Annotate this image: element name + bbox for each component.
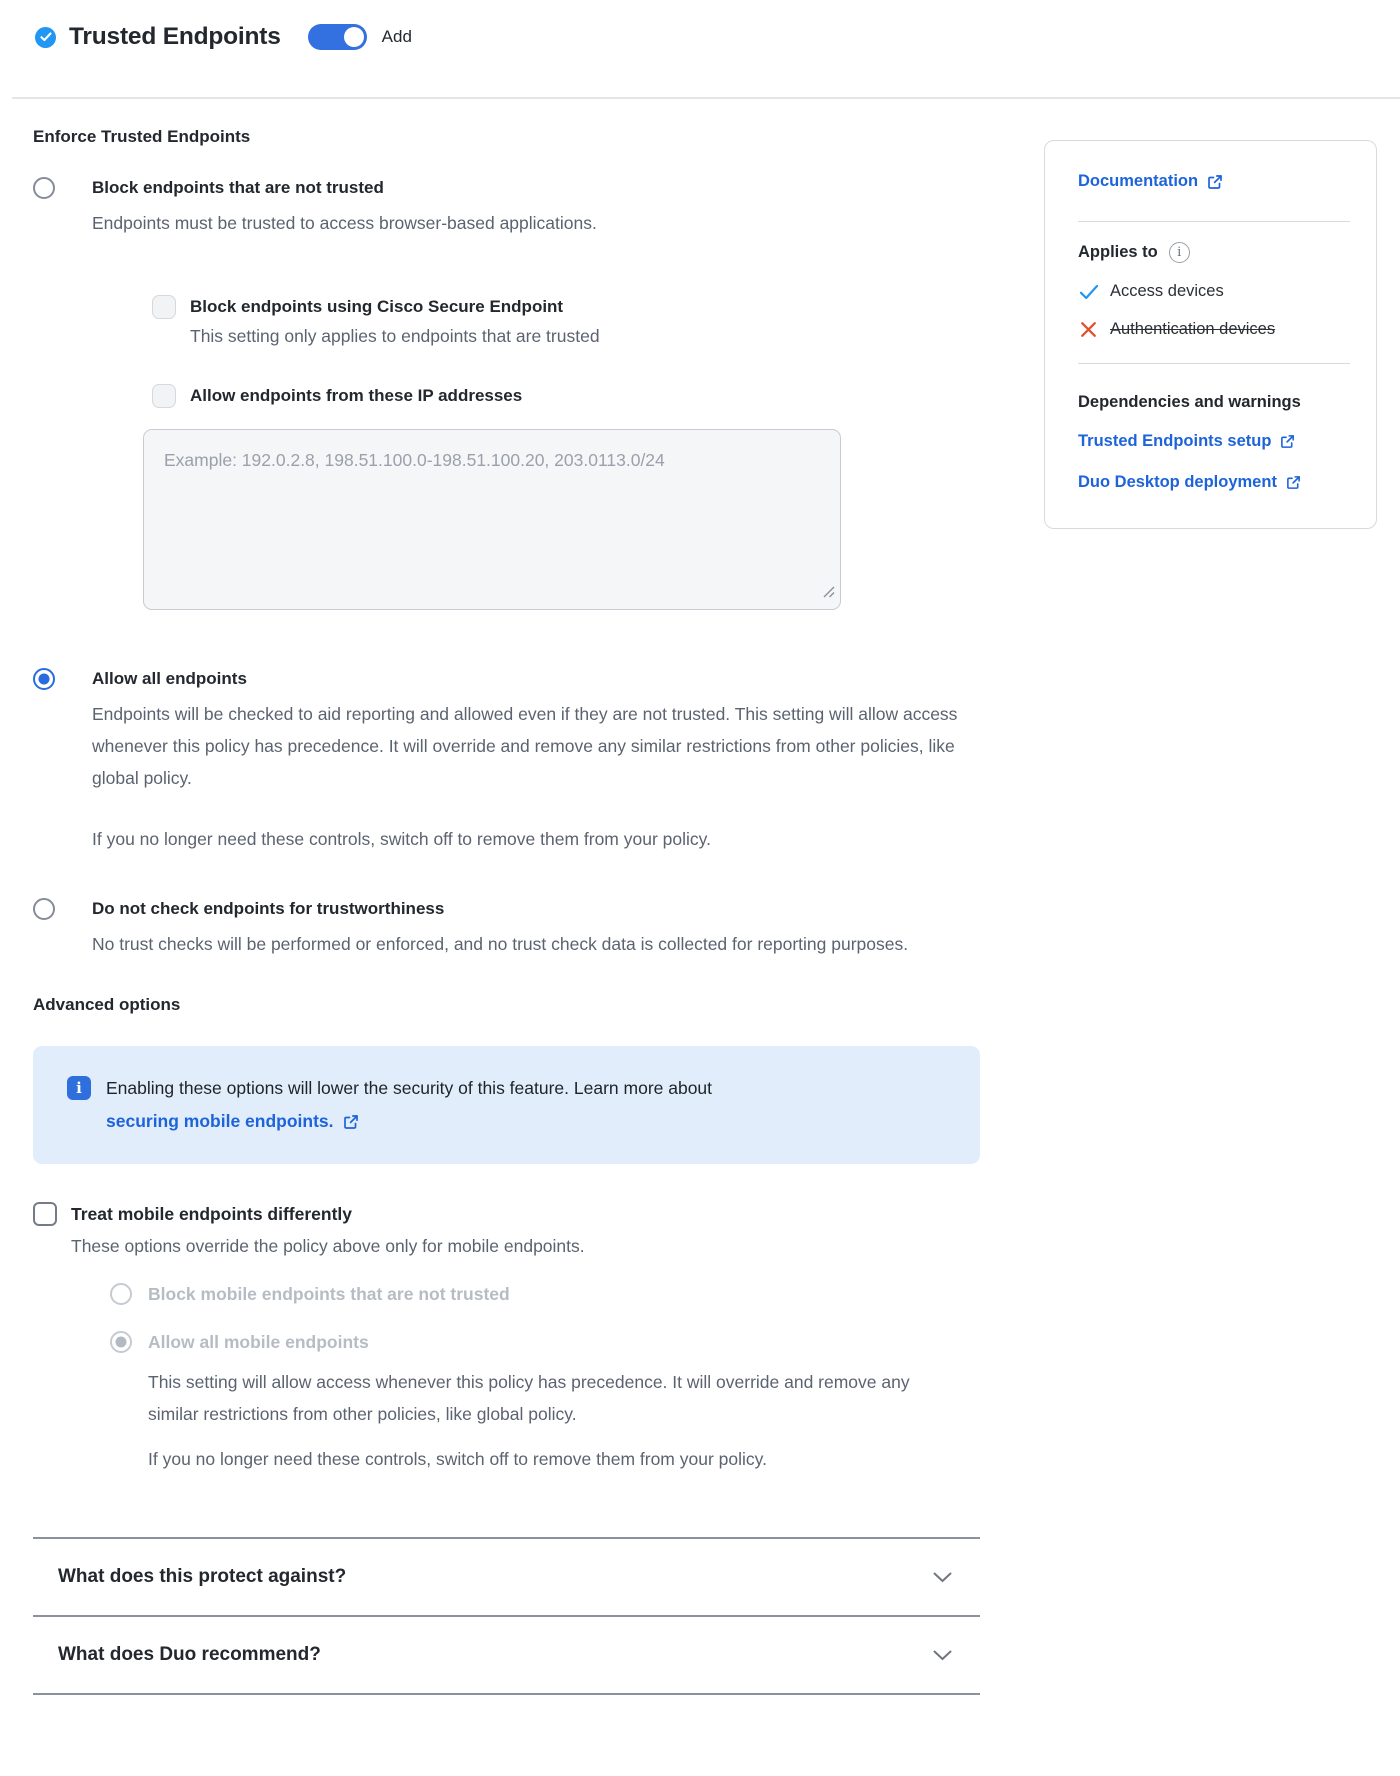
do-not-check-description: No trust checks will be performed or enforced, and no trust check data is collected for reporting purposes. xyxy=(92,934,909,954)
applies-to-access-devices: Access devices xyxy=(1078,282,1350,301)
accordion-what-does-duo-recommend[interactable]: What does Duo recommend? xyxy=(33,1615,980,1693)
toggle-knob xyxy=(344,27,364,47)
treat-mobile-differently-row xyxy=(33,1202,980,1475)
applies-to-authentication-devices: Authentication devices xyxy=(1078,320,1350,339)
external-link-icon xyxy=(1286,475,1301,490)
enforce-heading: Enforce Trusted Endpoints xyxy=(33,127,251,146)
allow-all-endpoints-description-1: Endpoints will be checked to aid reporting and allowed even if they are not trusted. This setting will allow access whenever this policy has precedence. It will override and remove any similar restrictions from other policies, like global policy. xyxy=(92,704,958,788)
external-link-icon xyxy=(343,1114,359,1130)
allow-all-endpoints-radio[interactable] xyxy=(33,668,55,690)
policy-settings-panel xyxy=(33,99,980,1695)
external-link-icon xyxy=(1280,434,1295,449)
do-not-check-label: Do not check endpoints for trustworthiness xyxy=(92,899,445,918)
security-warning-alert xyxy=(33,1046,980,1164)
policy-section-header xyxy=(0,0,1400,50)
cisco-secure-endpoint-row xyxy=(152,295,600,351)
page-title: Trusted Endpoints xyxy=(69,23,281,50)
allow-all-mobile-radio xyxy=(110,1331,132,1353)
x-icon xyxy=(1078,321,1099,338)
block-endpoints-label: Block endpoints that are not trusted xyxy=(92,178,384,197)
allow-all-mobile-description-1: This setting will allow access whenever this policy has precedence. It will override and remove any similar restrictions from other policies, like global policy. xyxy=(148,1372,910,1424)
advanced-options-heading: Advanced options xyxy=(33,995,181,1014)
dependencies-heading: Dependencies and warnings xyxy=(1078,393,1301,411)
ip-addresses-field-wrap xyxy=(143,429,841,610)
allow-all-endpoints-description-2: If you no longer need these controls, switch off to remove them from your policy. xyxy=(92,829,711,849)
applies-to-heading: Applies to i xyxy=(1078,242,1350,263)
option-do-not-check xyxy=(33,897,980,960)
allow-ip-addresses-row xyxy=(152,384,600,408)
option-allow-all-endpoints xyxy=(33,667,980,855)
sidebar-divider xyxy=(1078,363,1350,364)
accordion-what-does-this-protect[interactable]: What does this protect against? xyxy=(33,1537,980,1615)
chevron-down-icon[interactable] xyxy=(933,1572,952,1583)
accordion-bottom-border xyxy=(33,1693,980,1695)
check-icon xyxy=(1078,284,1099,300)
cisco-secure-endpoint-label: Block endpoints using Cisco Secure Endpoint xyxy=(190,297,564,316)
policy-enabled-check-icon xyxy=(35,27,56,48)
allow-ip-addresses-label: Allow endpoints from these IP addresses xyxy=(190,386,523,405)
do-not-check-radio[interactable] xyxy=(33,898,55,920)
allow-all-endpoints-label: Allow all endpoints xyxy=(92,669,247,688)
option-block-endpoints xyxy=(33,176,980,408)
external-link-icon xyxy=(1207,174,1223,190)
securing-mobile-endpoints-link[interactable]: securing mobile endpoints. xyxy=(106,1105,359,1138)
textarea-resize-handle[interactable] xyxy=(822,585,835,603)
block-endpoints-radio[interactable] xyxy=(33,177,55,199)
sidebar-divider xyxy=(1078,221,1350,222)
ip-addresses-textarea[interactable] xyxy=(143,429,841,610)
info-icon: i xyxy=(67,1076,91,1100)
trusted-endpoints-setup-link[interactable]: Trusted Endpoints setup xyxy=(1078,432,1295,451)
allow-all-mobile-label: Allow all mobile endpoints xyxy=(148,1332,369,1352)
info-accordions xyxy=(33,1537,980,1695)
toggle-label: Add xyxy=(381,27,412,46)
treat-mobile-differently-label: Treat mobile endpoints differently xyxy=(71,1204,353,1224)
policy-toggle[interactable] xyxy=(308,24,367,50)
block-endpoints-description: Endpoints must be trusted to access browser-based applications. xyxy=(92,213,597,233)
block-mobile-label: Block mobile endpoints that are not trusted xyxy=(148,1284,510,1304)
treat-mobile-differently-description: These options override the policy above only for mobile endpoints. xyxy=(71,1236,585,1256)
allow-ip-addresses-checkbox[interactable] xyxy=(152,384,176,408)
option-block-mobile xyxy=(110,1282,928,1306)
chevron-down-icon[interactable] xyxy=(933,1650,952,1661)
alert-text: Enabling these options will lower the security of this feature. Learn more about xyxy=(106,1078,713,1098)
documentation-link[interactable]: Documentation xyxy=(1078,172,1223,191)
block-mobile-radio xyxy=(110,1283,132,1305)
policy-info-card xyxy=(1044,140,1377,529)
cisco-secure-endpoint-checkbox[interactable] xyxy=(152,295,176,319)
option-allow-all-mobile xyxy=(110,1330,928,1475)
treat-mobile-differently-checkbox[interactable] xyxy=(33,1202,57,1226)
allow-all-mobile-description-2: If you no longer need these controls, switch off to remove them from your policy. xyxy=(148,1449,767,1469)
duo-desktop-deployment-link[interactable]: Duo Desktop deployment xyxy=(1078,473,1301,492)
info-icon[interactable]: i xyxy=(1169,242,1190,263)
cisco-secure-endpoint-description: This setting only applies to endpoints that are trusted xyxy=(190,326,600,346)
